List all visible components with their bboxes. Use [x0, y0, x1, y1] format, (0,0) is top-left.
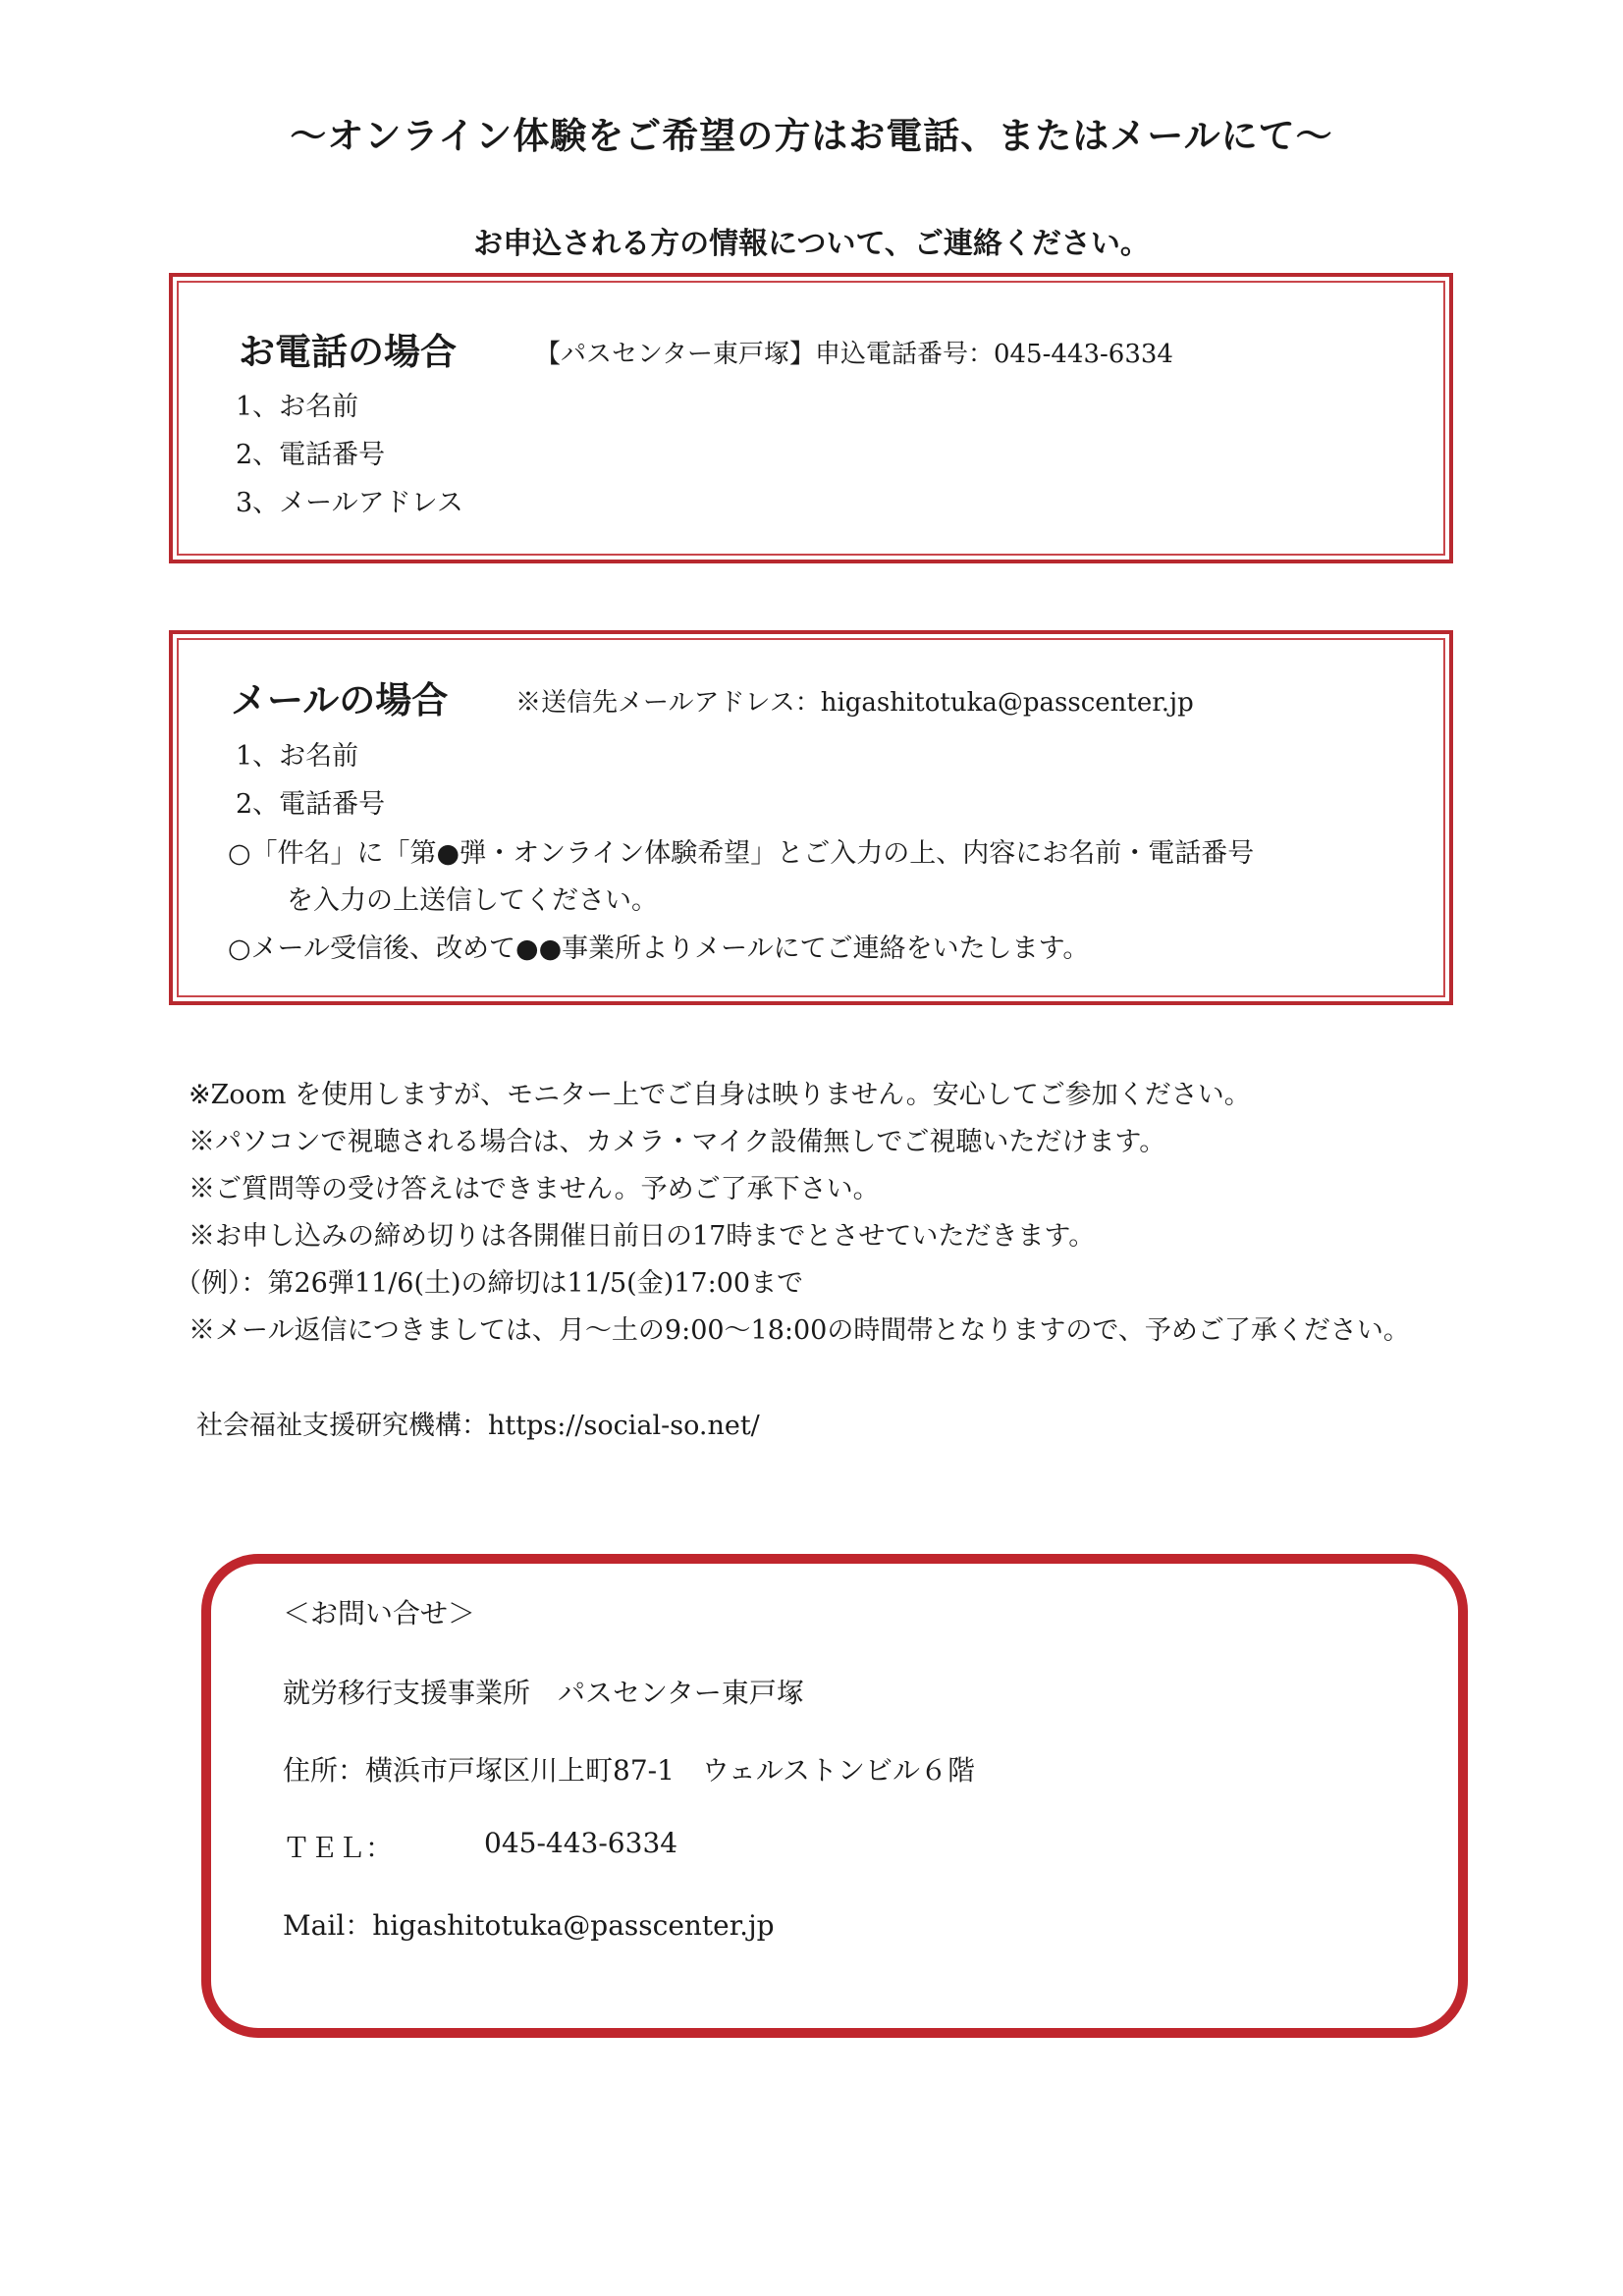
page-subtitle: お申込される方の情報について、ご連絡ください。: [473, 227, 1150, 261]
phone-item-email: 3、メールアドレス: [236, 488, 463, 518]
org-link[interactable]: 社会福祉支援研究機構：https://social-so.net/: [196, 1411, 760, 1441]
mail-box-note: ※送信先メールアドレス：higashitotuka@passcenter.jp: [515, 688, 1194, 718]
contact-office: 就労移行支援事業所 パスセンター東戸塚: [283, 1677, 804, 1709]
mail-box-heading: メールの場合: [231, 679, 449, 721]
note-deadline: ※お申し込みの締め切りは各開催日前日の17時までとさせていただきます。: [189, 1221, 1096, 1252]
mail-instruction-reply: ○メール受信後、改めて●●事業所よりメールにてご連絡をいたします。: [228, 934, 1090, 964]
phone-box: [169, 273, 1453, 563]
mail-instruction-subject: ○「件名」に「第●弾・オンライン体験希望」とご入力の上、内容にお名前・電話番号: [228, 838, 1255, 869]
note-questions: ※ご質問等の受け答えはできません。予めご了承下さい。: [189, 1174, 880, 1204]
phone-item-name: 1、お名前: [236, 392, 359, 422]
note-deadline-example: （例）：第26弾11/6(土)の締切は11/5(金)17:00まで: [175, 1268, 804, 1299]
contact-heading: ＜お問い合せ＞: [283, 1597, 476, 1629]
contact-mail[interactable]: Mail：higashitotuka@passcenter.jp: [283, 1909, 775, 1942]
contact-tel-label: ＴＥＬ：: [283, 1832, 394, 1864]
mail-instruction-subject-cont: を入力の上送信してください。: [287, 885, 658, 916]
note-pc: ※パソコンで視聴される場合は、カメラ・マイク設備無しでご視聴いただけます。: [189, 1127, 1166, 1157]
phone-box-heading: お電話の場合: [239, 331, 457, 373]
contact-address: 住所：横浜市戸塚区川上町87-1 ウェルストンビル６階: [283, 1754, 975, 1787]
phone-item-phone: 2、電話番号: [236, 440, 386, 470]
mail-item-phone: 2、電話番号: [236, 789, 386, 820]
page-title: ～オンライン体験をご希望の方はお電話、またはメールにて～: [290, 115, 1333, 157]
note-reply-hours: ※メール返信につきましては、月～土の9:00～18:00の時間帯となりますので、予めご了承ください。: [189, 1315, 1410, 1346]
contact-tel[interactable]: 045-443-6334: [484, 1827, 678, 1859]
note-zoom: ※Zoom を使用しますが、モニター上でご自身は映りません。安心してご参加ください。: [189, 1080, 1251, 1110]
mail-item-name: 1、お名前: [236, 741, 359, 772]
phone-box-note: 【パスセンター東戸塚】申込電話番号：045-443-6334: [535, 340, 1173, 369]
